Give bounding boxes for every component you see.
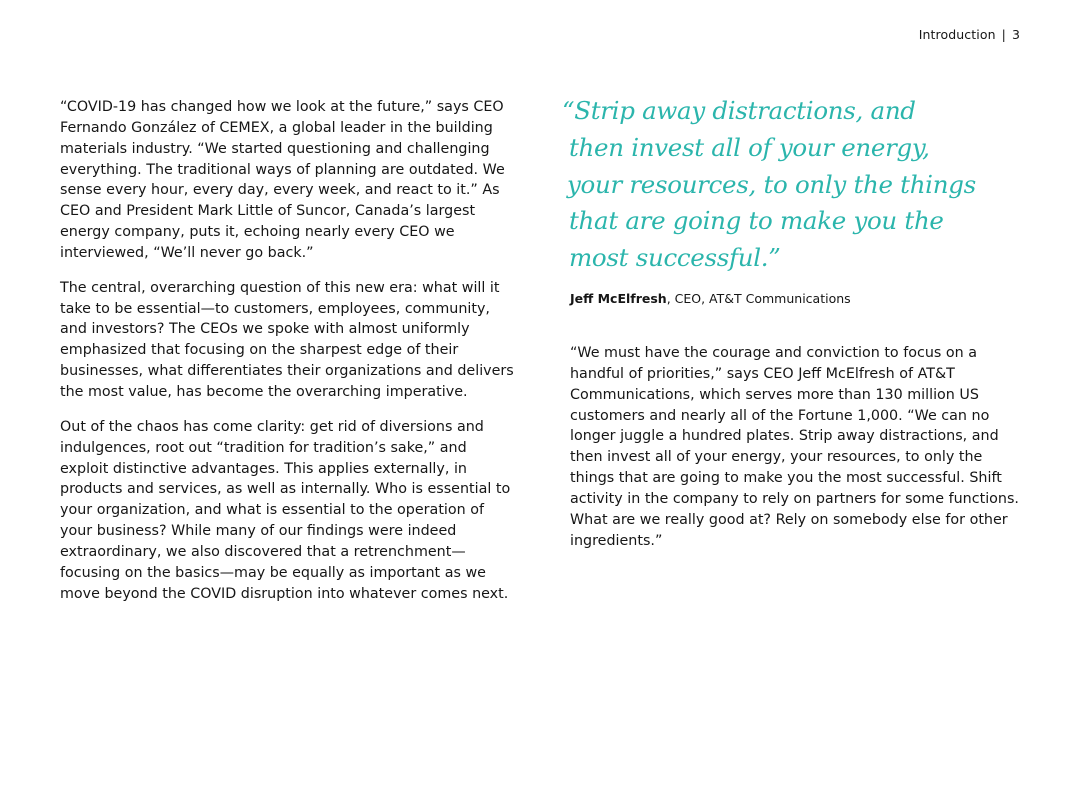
quote-attribution [570,291,851,306]
body-paragraph-3: Out of the chaos has come clarity: get rid of diversions and indulgences, root out “tradition for tradition’s sake,” and exploit distinctive advantages. This applies externally, in products and services, as well as internally. Who is essential to your organization, and what is essential to the operation of your business? While many of our findings were indeed extraordinary, we also discovered that a retrenchment—focusing on the basics—may be equally as important as we move beyond the COVID disruption into whatever comes next. [60,418,511,602]
pull-quote [562,93,1032,277]
body-paragraph-2: The central, overarching question of this new era: what will it take to be essential—to customers, employees, community, and investors? The CEOs we spoke with almost uniformly emphasized that focusing on the sharpest edge of their businesses, what differentiates their organizations and delivers the most value, has become the overarching imperative. [60,279,514,400]
page-number: 3 [1011,27,1020,42]
pull-quote-line-5: most successful.” [569,243,781,273]
body-paragraph-4: “We must have the courage and conviction to focus on a handful of priorities,” says CEO Jeff McElfresh of AT&T Communications, which serves more than 130 million US customers and nearly all of the Fortune 1,000. “We can no longer juggle a hundred plates. Strip away distractions, and then invest all of your energy, your resources, to only the things that are going to make you the most successful. Shift activity in the company to rely on partners for some functions. What are we really good at? Rely on somebody else for other ingredients.” [570,345,1019,549]
pull-quote-line-2: then invest all of your energy, [569,132,930,162]
header-separator: | [1001,27,1006,42]
pull-quote-line-3: your resources, to only the things [567,169,976,199]
left-column [60,97,515,618]
body-paragraph-1: “COVID-19 has changed how we look at the future,” says CEO Fernando González of CEMEX, a global leader in the building materials industry. “We started questioning and challenging everything. The traditional ways of planning are outdated. We sense every hour, every day, every week, and react to it.” As CEO and President Mark Little of Suncor, Canada’s largest energy company, puts it, echoing nearly every CEO we interviewed, “We’ll never go back.” [60,99,505,261]
page-header [919,27,1020,42]
attribution-title: , CEO, AT&T Communications [666,291,851,306]
pull-quote-line-4: that are going to make you the [569,206,944,236]
section-title: Introduction [918,27,996,42]
right-column [570,343,1025,551]
pull-quote-line-1: “Strip away distractions, and [562,96,916,125]
attribution-name: Jeff McElfresh [570,291,667,306]
